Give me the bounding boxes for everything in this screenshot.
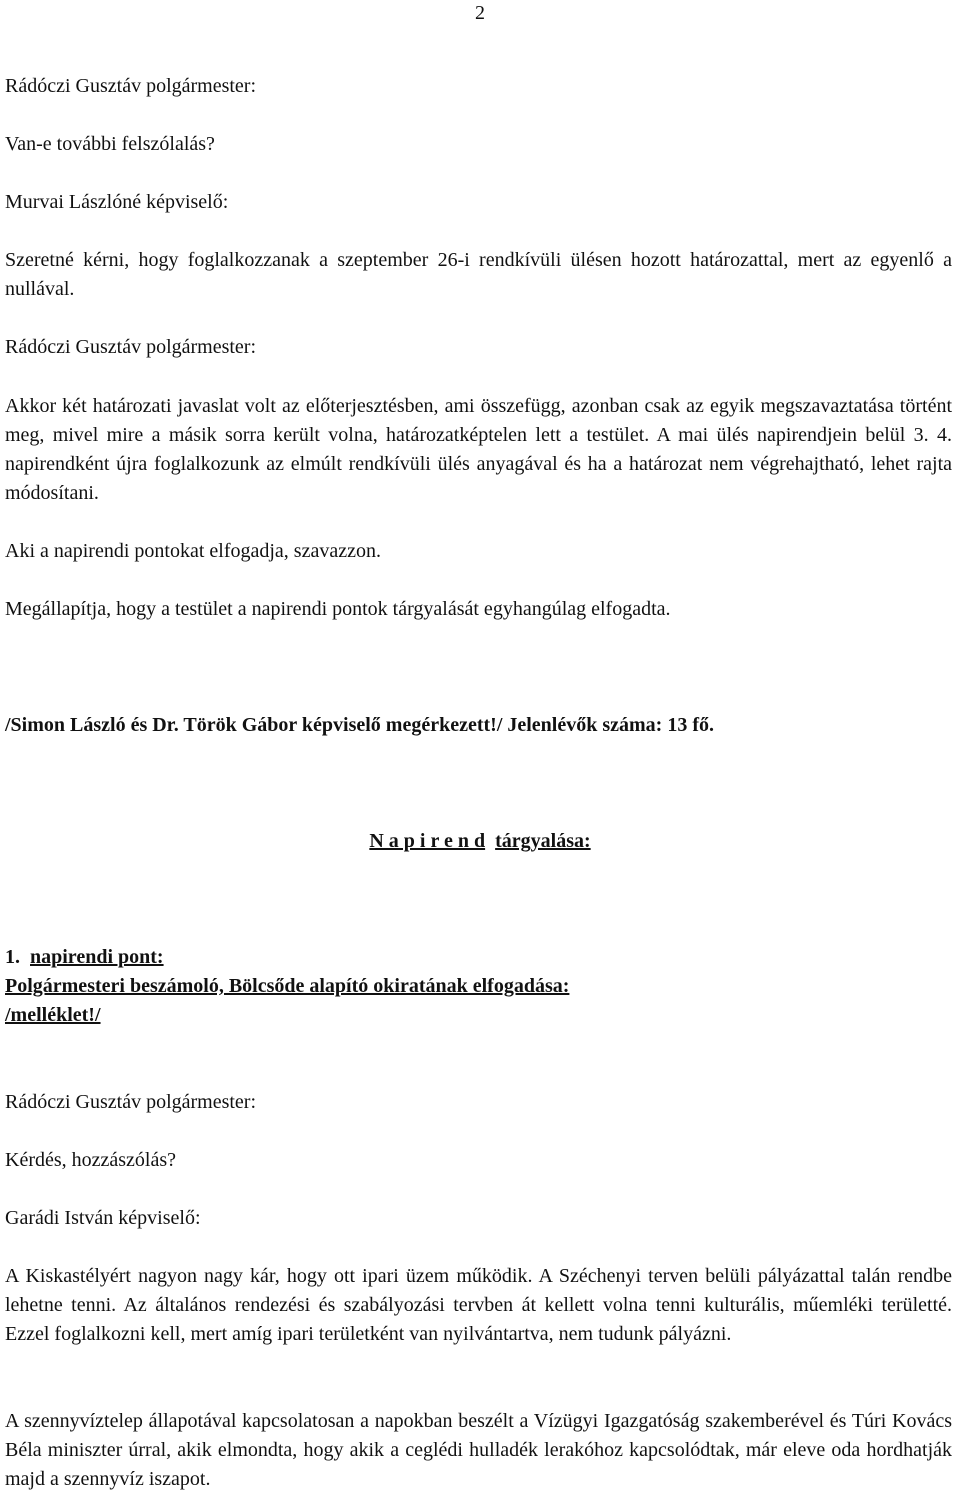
paragraph: A Kiskastélyért nagyon nagy kár, hogy ott ipari üzem működik. A Széchenyi terven belüli pályázattal talán rendbe lehetne tenni. Az általános rendezési és szabályozási tervben át kellett volna tenni kulturális, műemléki területté. Ezzel foglalkozni kell, mert amíg ipari területként van nyilvántartva, nem tudunk pályázni. bbox=[5, 1265, 952, 1345]
paragraph: Van-e további felszólalás? bbox=[5, 133, 215, 155]
paragraph: Aki a napirendi pontokat elfogadja, szavazzon. bbox=[5, 540, 381, 562]
speaker-label: Rádóczi Gusztáv polgármester: bbox=[5, 75, 257, 97]
agenda-item-title: Polgármesteri beszámoló, Bölcsőde alapító okiratának elfogadása: bbox=[5, 975, 570, 997]
speaker-label: Murvai Lászlóné képviselő: bbox=[5, 191, 229, 213]
paragraph: Megállapítja, hogy a testület a napirendi pontok tárgyalását egyhangúlag elfogadta. bbox=[5, 598, 671, 620]
agenda-heading-spaced: N a p i r e n d bbox=[369, 830, 486, 852]
agenda-item-line bbox=[5, 943, 952, 972]
paragraph: Akkor két határozati javaslat volt az előterjesztésben, ami összefügg, azonban csak az egyik megszavaztatása történt meg, mivel mire a másik sorra került volna, határozatképtelen lett a testület. A mai ülés napirendjein belül 3. 4. napirendként újra foglalkozunk az elmúlt rendkívüli ülés anyagával és ha a határozat nem végrehajtható, lehet rajta módosítani. bbox=[5, 395, 952, 504]
paragraph: Szeretné kérni, hogy foglalkozzanak a szeptember 26-i rendkívüli ülésen hozott határozattal, mert az egyenlő a nullával. bbox=[5, 249, 952, 300]
paragraph: Kérdés, hozzászólás? bbox=[5, 1149, 177, 1171]
speaker-label: Garádi István képviselő: bbox=[5, 1207, 201, 1229]
speaker-label: Rádóczi Gusztáv polgármester: bbox=[5, 1091, 257, 1113]
agenda-heading-rest: tárgyalása: bbox=[495, 830, 591, 852]
paragraph: A szennyvíztelep állapotával kapcsolatosan a napokban beszélt a Vízügyi Igazgatóság szakemberével és Túri Kovács Béla miniszter úrral, akik elmondta, hogy akik a ceglédi hulladék lerakóhoz kapcsolódtak, már eleve oda hordhatják majd a szennyvíz iszapot. bbox=[5, 1410, 952, 1490]
attendance-note: /Simon László és Dr. Török Gábor képviselő megérkezett!/ Jelenlévők száma: 13 fő. bbox=[5, 714, 715, 736]
page-number: 2 bbox=[475, 2, 485, 24]
agenda-item-number: 1. bbox=[5, 946, 20, 968]
agenda-item-attachment: /melléklet!/ bbox=[5, 1004, 101, 1026]
speaker-label: Rádóczi Gusztáv polgármester: bbox=[5, 336, 257, 358]
agenda-heading bbox=[0, 827, 960, 856]
agenda-item-label: napirendi pont: bbox=[30, 946, 164, 968]
